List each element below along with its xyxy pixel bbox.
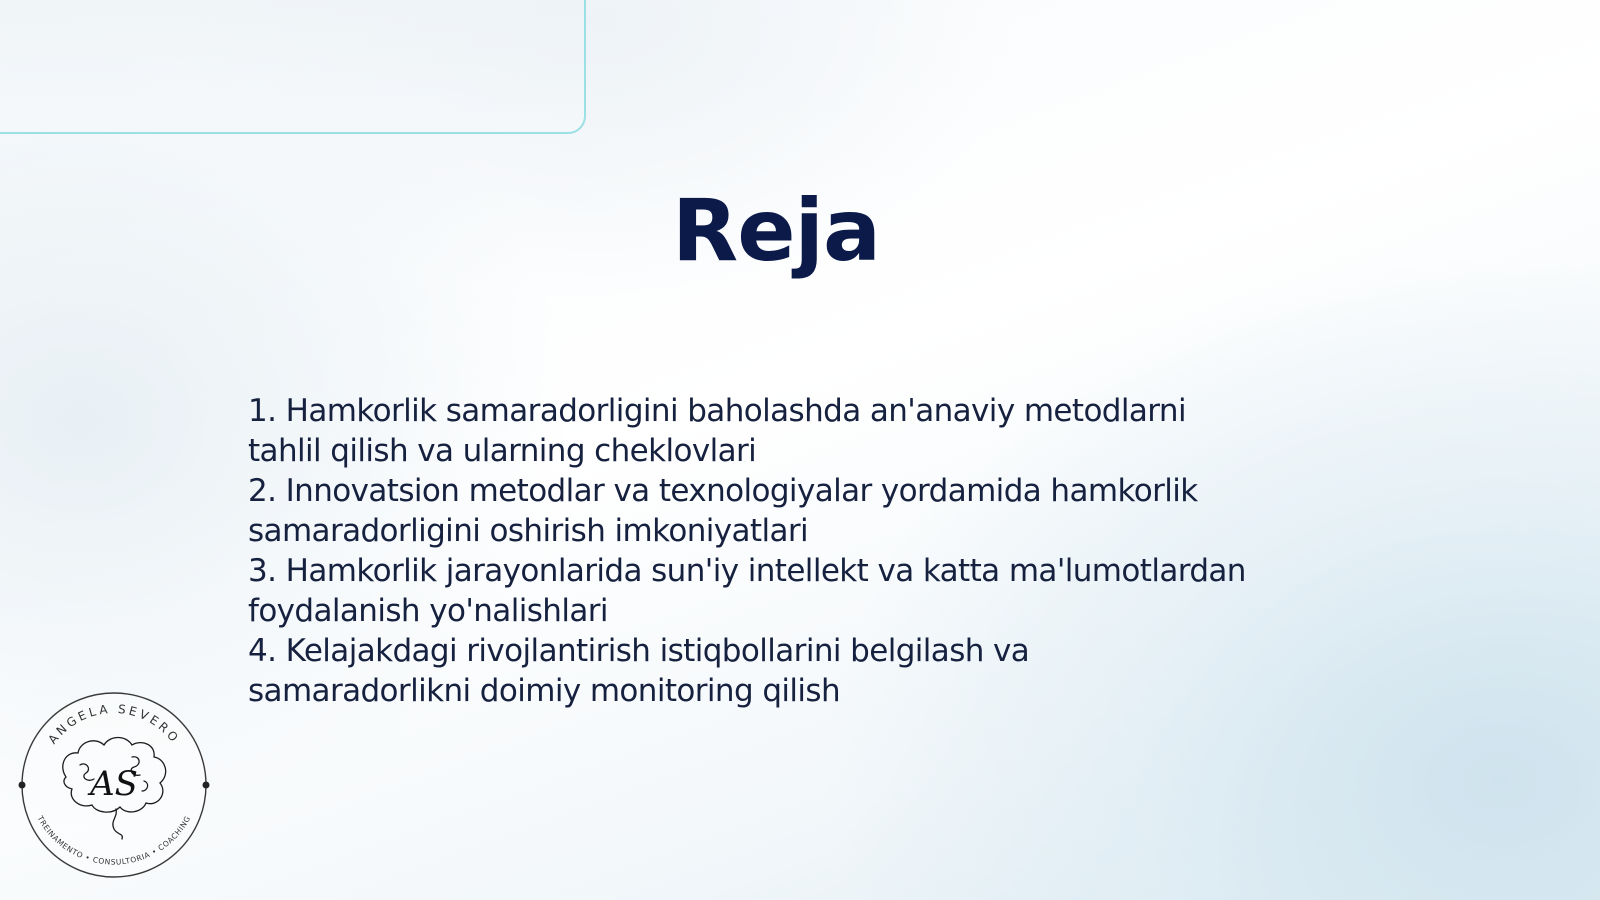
- logo-dot-right: [203, 782, 210, 789]
- logo-monogram: AS: [90, 764, 138, 804]
- logo-dot-left: [19, 782, 26, 789]
- slide-title: Reja: [671, 181, 881, 281]
- plan-item: 1. Hamkorlik samaradorligini baholashda an'anaviy metodlarni tahlil qilish va ularning cheklovlari: [248, 393, 1186, 469]
- plan-item: 3. Hamkorlik jarayonlarida sun'iy intellekt va katta ma'lumotlardan foydalanish yo'nalishlari: [248, 553, 1246, 629]
- plan-item: 4. Kelajakdagi rivojlantirish istiqbollarini belgilash va samaradorlikni doimiy monitoring qilish: [248, 633, 1030, 709]
- decorative-frame: [0, 0, 586, 134]
- logo-top-text: ANGELA SEVERO: [45, 701, 183, 747]
- plan-list: [248, 391, 1248, 711]
- brand-logo: [14, 685, 214, 885]
- logo-bottom-text: TREINAMENTO • CONSULTORIA • COACHING: [35, 814, 193, 867]
- plan-item: 2. Innovatsion metodlar va texnologiyalar yordamida hamkorlik samaradorligini oshirish imkoniyatlari: [248, 473, 1198, 549]
